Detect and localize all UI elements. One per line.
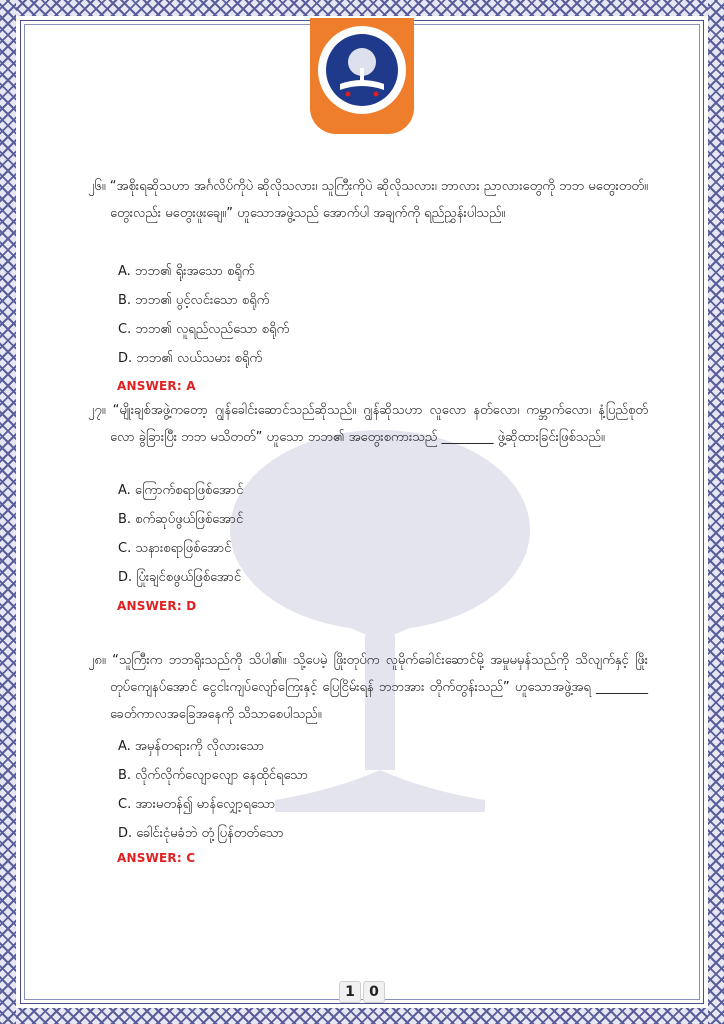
- option-a: A. အမှန်တရားကို လိုလားသော: [118, 739, 265, 754]
- question-number: ၂၈။: [88, 653, 106, 668]
- question-26: [88, 173, 648, 227]
- question-text: “မျိုးချစ်အဖွဲ့ကတော့ ဂျွန်ခေါင်းဆောင်သည်ဆိုသည်။ ဂျွန်ဆိုသဟာ လူလော နတ်လော၊ ကမ္ဘာက်လော၊ နံ့ပြည်စုတ်လော ခွဲခြားပြီး ဘဘ မသိတတ်” ဟူသော ဘဘ၏ အတွေးစကားသည် ________ ဖွဲ့ဆိုထားခြင်းဖြစ်သည်။: [110, 403, 648, 445]
- question-number: ၂၆။: [88, 179, 106, 194]
- option-b: B. စက်ဆုပ်ဖွယ်ဖြစ်အောင်: [118, 512, 244, 527]
- option-a: A. ကြောက်စရာဖြစ်အောင်: [118, 483, 244, 498]
- option-c: C. သနားစရာဖြစ်အောင်: [118, 541, 232, 556]
- option-d: D. ဘဘ၏ လယ်သမား စရိုက်: [118, 351, 263, 366]
- option-d: D. ပြုံးချင်စဖွယ်ဖြစ်အောင်: [118, 570, 242, 585]
- option-b: B. ဘဘ၏ ပွင့်လင်းသော စရိုက်: [118, 293, 270, 308]
- answer-label: ANSWER: A: [117, 379, 196, 393]
- question-text: “အစိုးရဆိုသဟာ အင်္ဂလိပ်ကိုပဲ ဆိုလိုသလား၊ သူကြီးကိုပဲ ဆိုလိုသလား၊ ဘာလား ညာလားတွေကို ဘဘ မတွေးတတ်။ တွေးလည်း မတွေးဖူးချေ။” ဟူသောအဖွဲ့သည် အောက်ပါ အချက်ကို ရည်ညွှန်းပါသည်။: [109, 179, 648, 221]
- question-text: “သူကြီးက ဘဘရိုးသည်ကို သိပါ၏။ သို့ပေမဲ့ ဖြိုးတုပ်က လူမိုက်ခေါင်းဆောင်မို့ အမှုမမှန်သည်ကို သိလျက်နှင့် ဖြိုးတုပ်ကျေနပ်အောင် ငွေငါးကျပ်လျော်ကြေးနှင့် ပြေငြိမ်းရန် ဘဘအား တိုက်တွန်းသည်” ဟူသောအဖွဲ့အရ ________ ခေတ်ကာလအခြေအနေကို သိသာစေပါသည်။: [110, 653, 648, 722]
- option-c: C. ဘဘ၏ လူရည်လည်သော စရိုက်: [118, 322, 290, 337]
- option-a: A. ဘဘ၏ ရိုးအသော စရိုက်: [118, 264, 255, 279]
- option-c: C. အားမတန်၍ မာန်လျှော့ရသော: [118, 797, 276, 812]
- option-d: D. ခေါင်းငုံမခံဘဲ တုံ့ပြန်တတ်သော: [118, 826, 284, 841]
- option-b: B. လိုက်လိုက်လျောလျော နေထိုင်ရသော: [118, 768, 308, 783]
- page-number-digit: 1: [339, 981, 361, 1003]
- question-number: ၂၇။: [88, 403, 106, 418]
- answer-label: ANSWER: C: [117, 851, 196, 865]
- answer-label: ANSWER: D: [117, 599, 197, 613]
- question-27: [88, 397, 648, 451]
- page-number: [334, 981, 390, 1003]
- page-number-digit: 0: [363, 981, 385, 1003]
- question-28: [88, 647, 648, 728]
